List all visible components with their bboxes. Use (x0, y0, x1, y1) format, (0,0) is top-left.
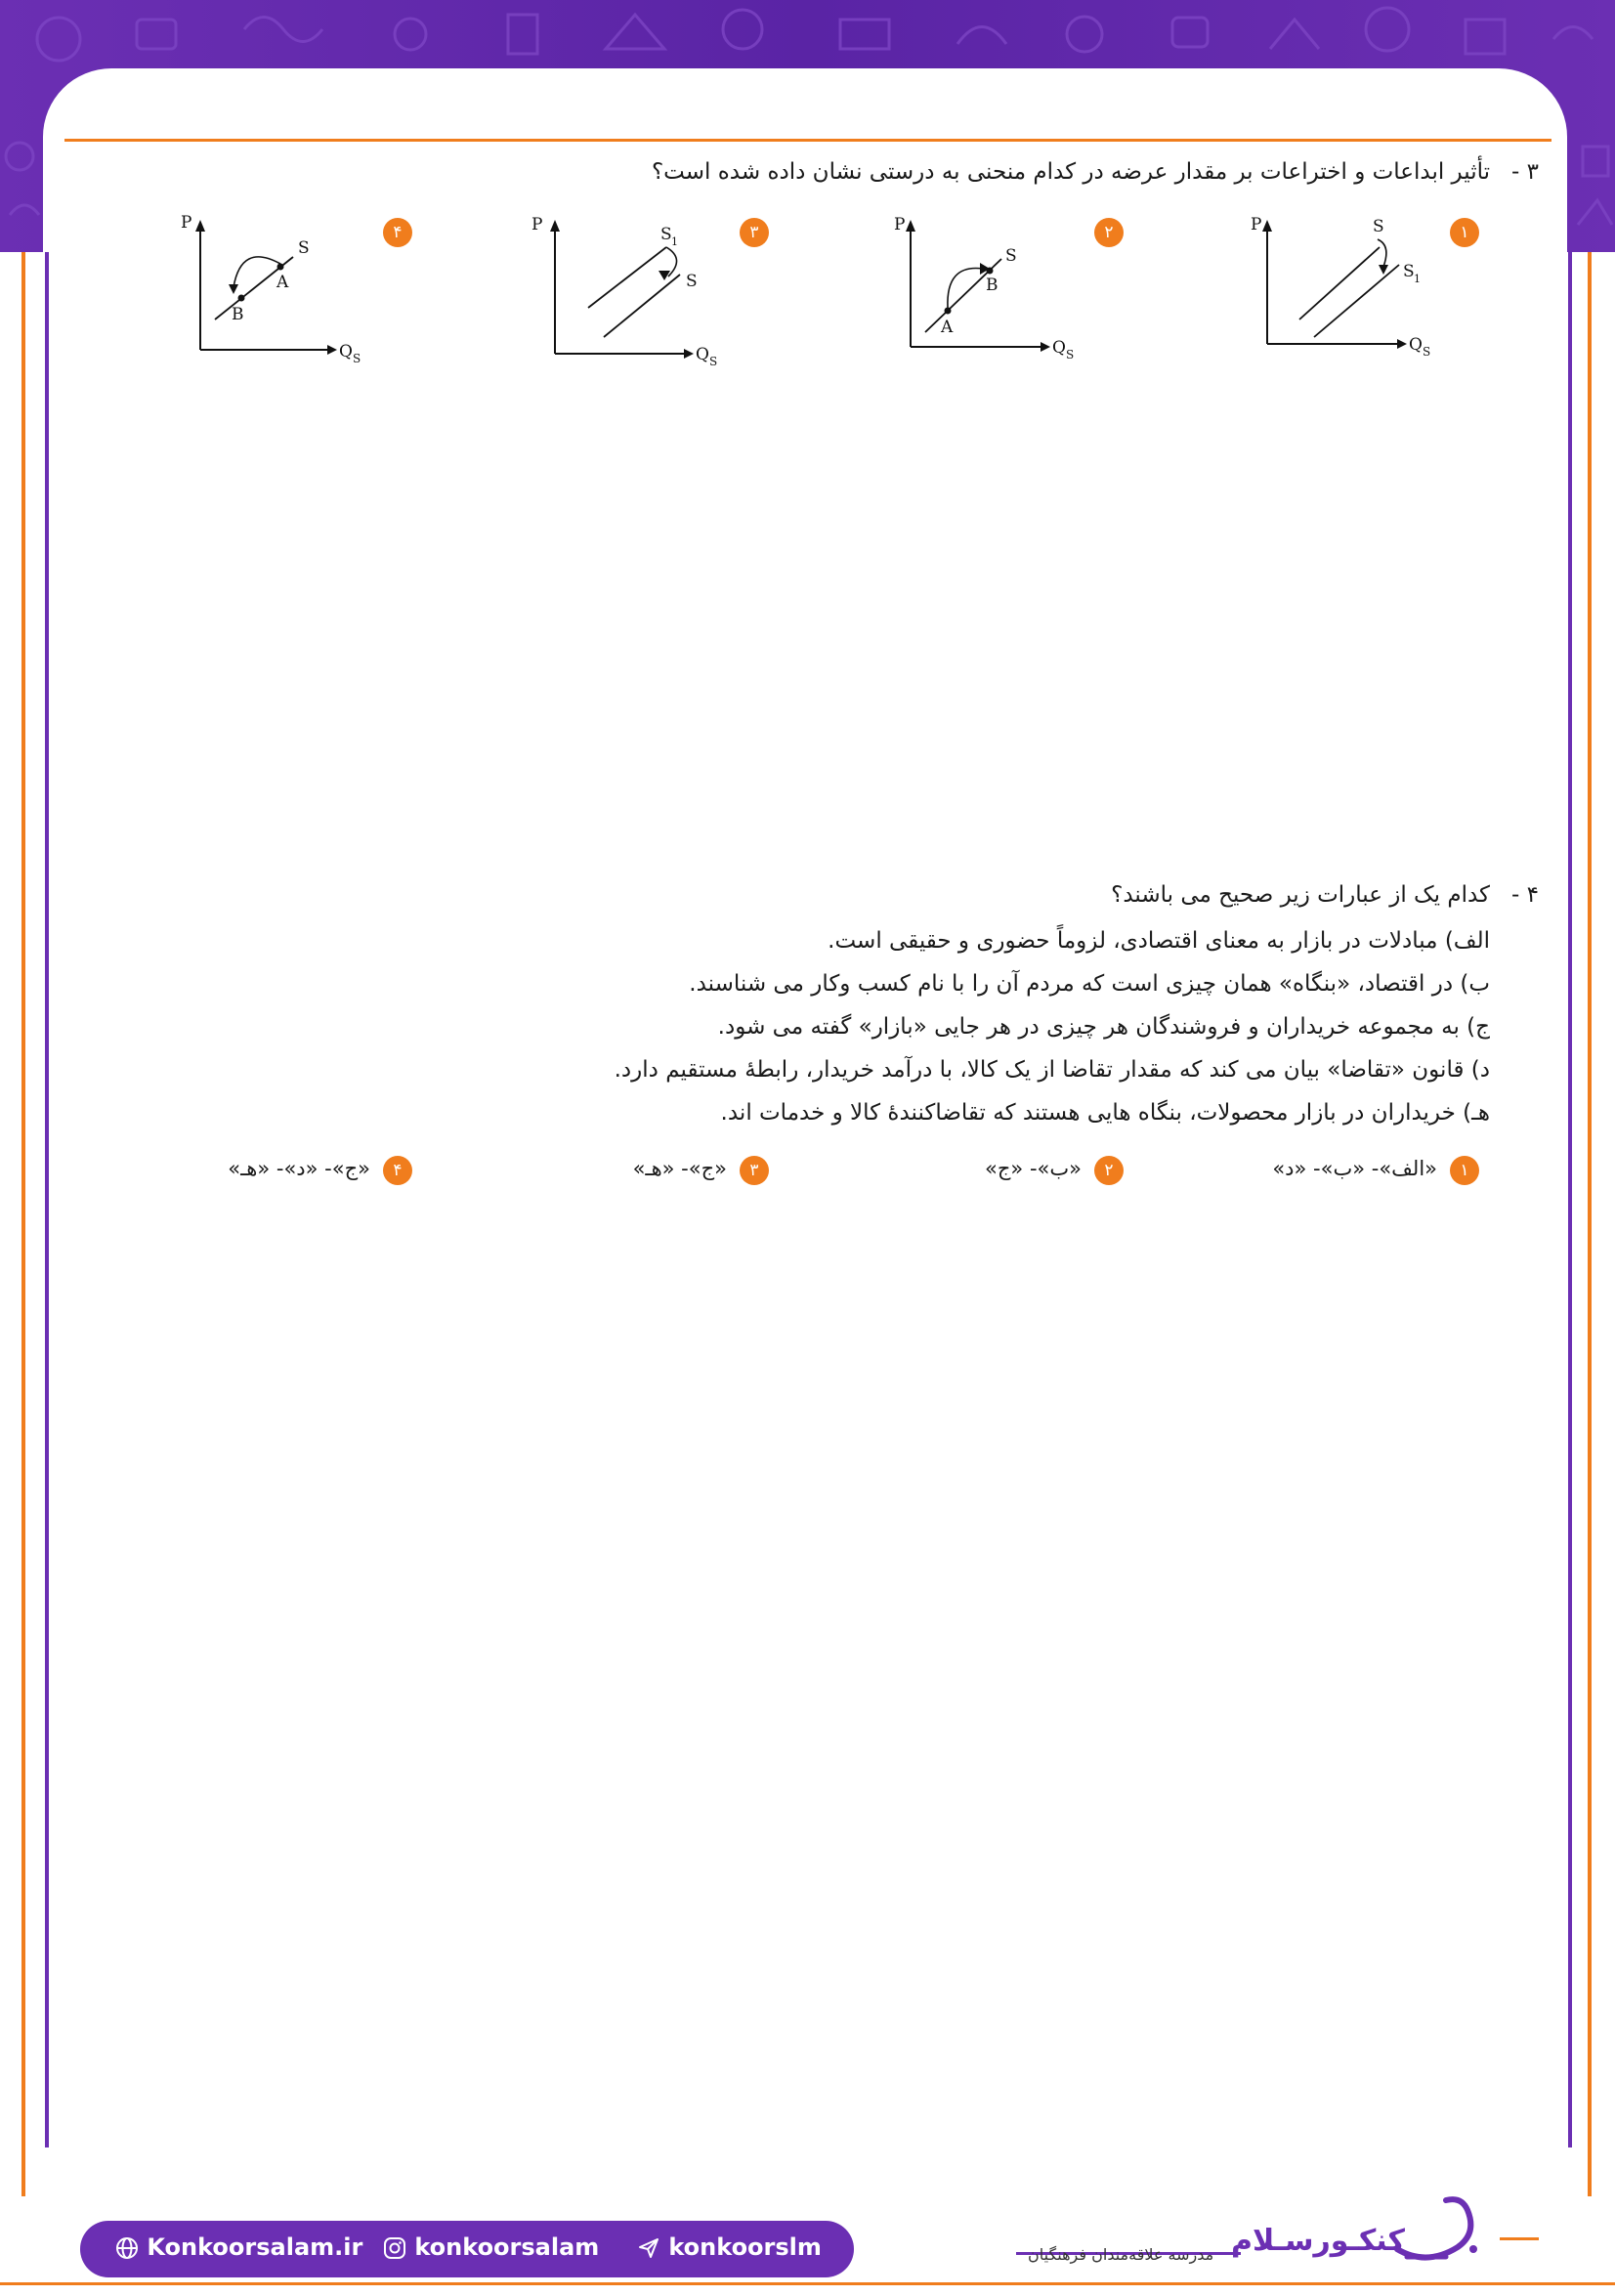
question-4-text: کدام یک از عبارات زیر صحیح می باشند؟ (1111, 882, 1490, 908)
q4-answer-3-badge[interactable]: ۳ (740, 1156, 769, 1185)
footer-telegram-text: konkoorslm (668, 2233, 822, 2261)
q4-answer-2-badge[interactable]: ۲ (1094, 1156, 1124, 1185)
question-3-text: تأثیر ابداعات و اختراعات بر مقدار عرضه در کدام منحنی به درستی نشان داده شده است؟ (651, 159, 1490, 185)
q4-answer-3-text[interactable]: «ج»- «هـ» (632, 1157, 727, 1180)
axis-q-label: Q (1052, 338, 1066, 358)
label-s: S (1373, 217, 1384, 236)
label-s: S (686, 272, 698, 291)
footer-accent (1500, 2237, 1539, 2240)
q4-answer-1-text[interactable]: «الف»- «ب»- «د» (1272, 1157, 1437, 1180)
q3-option-4-graph[interactable] (171, 210, 386, 366)
label-s1-subscript: 1 (671, 235, 678, 248)
q4-statement-jim: ج) به مجموعه خریداران و فروشندگان هر چیزی در هر جایی «بازار» گفته می شود. (717, 1014, 1490, 1040)
left-frame (0, 252, 25, 2196)
axis-q-label: Q (696, 345, 709, 364)
right-frame (1588, 252, 1615, 2196)
brand-tagline: مدرسه علاقه‌مندان فرهنگیان (1028, 2245, 1214, 2264)
axis-p-label: P (531, 215, 543, 234)
left-inner-frame (45, 252, 49, 2147)
axis-q-label: Q (339, 342, 353, 361)
footer-website-text: Konkoorsalam.ir (147, 2233, 363, 2261)
label-b: B (232, 305, 244, 324)
axis-q-subscript: S (1423, 345, 1431, 359)
axis-q-subscript: S (709, 355, 718, 366)
header-rule (64, 139, 1551, 142)
axis-p-label: P (894, 215, 906, 234)
brand-name: کنکـورسـلام (1231, 2224, 1405, 2258)
q4-statement-alef: الف) مبادلات در بازار به معنای اقتصادی، لزوماً حضوری و حقیقی است. (828, 928, 1490, 954)
q4-answer-4-text[interactable]: «ج»- «د»- «هـ» (228, 1157, 370, 1180)
q3-option-1-badge[interactable]: ۱ (1450, 218, 1479, 247)
footer-telegram-link[interactable] (637, 2233, 822, 2261)
label-s1: S (1403, 262, 1415, 281)
axis-q-subscript: S (1066, 348, 1075, 361)
curve-s (604, 275, 680, 337)
q3-option-1-graph[interactable] (1241, 210, 1456, 366)
globe-icon (115, 2236, 139, 2260)
question-4-number: ۴ - (1511, 882, 1539, 908)
label-s1-subscript: 1 (1414, 273, 1421, 285)
q4-answer-2-text[interactable]: «ب»- «ج» (985, 1157, 1082, 1180)
label-b: B (986, 276, 999, 295)
axis-q-label: Q (1409, 335, 1423, 355)
curve-s1 (588, 247, 666, 308)
right-inner-frame (1568, 252, 1572, 2147)
q4-statement-he: هـ) خریداران در بازار محصولات، بنگاه هایی هستند که تقاضاکنندۀ کالا و خدمات اند. (720, 1100, 1490, 1126)
telegram-icon (637, 2236, 660, 2260)
page-sheet (43, 68, 1567, 2296)
q3-option-3-badge[interactable]: ۳ (740, 218, 769, 247)
axis-p-label: P (1251, 215, 1262, 234)
axis-p-label: P (181, 213, 192, 233)
footer-instagram-link[interactable] (383, 2233, 599, 2261)
footer-website-link[interactable] (115, 2233, 362, 2261)
q4-answer-1-badge[interactable]: ۱ (1450, 1156, 1479, 1185)
curve-s1 (1314, 265, 1399, 337)
q4-statement-be: ب) در اقتصاد، «بنگاه» همان چیزی است که مردم آن را با نام کسب وکار می شناسند. (689, 971, 1490, 997)
q3-option-4-badge[interactable]: ۴ (383, 218, 412, 247)
label-s1: S (660, 225, 672, 244)
label-s: S (1005, 246, 1017, 266)
q3-option-2-badge[interactable]: ۲ (1094, 218, 1124, 247)
q3-option-3-graph[interactable] (528, 210, 743, 366)
curve-s (1299, 247, 1380, 319)
instagram-icon (383, 2236, 406, 2260)
question-3-number: ۳ - (1511, 159, 1539, 185)
footer-instagram-text: konkoorsalam (414, 2233, 600, 2261)
q4-answer-4-badge[interactable]: ۴ (383, 1156, 412, 1185)
axis-q-subscript: S (353, 352, 361, 365)
label-a: A (276, 273, 289, 292)
label-s: S (298, 238, 310, 258)
label-a: A (941, 318, 954, 337)
brand-logo-icon (1387, 2189, 1495, 2276)
q3-option-2-graph[interactable] (884, 210, 1099, 366)
q4-statement-dal: د) قانون «تقاضا» بیان می کند که مقدار تقاضا از یک کالا، با درآمد خریدار، رابطۀ مستقیم دارد. (614, 1057, 1490, 1083)
